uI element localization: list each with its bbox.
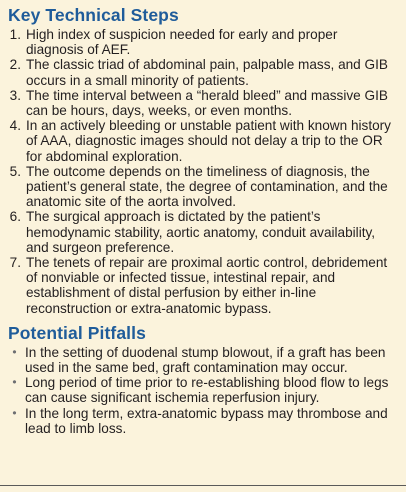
list-item-text: Long period of time prior to re-establishing blood flow to legs can cause significant ischemia reperfusion injury.: [25, 375, 389, 406]
list-number: 2.: [9, 57, 21, 73]
list-number: 6.: [9, 209, 21, 225]
bottom-divider: [0, 485, 406, 486]
list-item-text: The time interval between a “herald bleed” and massive GIB can be hours, days, weeks, or even months.: [26, 87, 388, 119]
key-step-item-4: [6, 118, 400, 164]
pitfall-item-2: [6, 375, 400, 405]
list-number: 3.: [9, 87, 21, 103]
list-item-text: The outcome depends on the timeliness of diagnosis, the patient’s general state, the degree of contamination, and the anatomic site of the aorta involved.: [26, 163, 388, 210]
list-item-text: The classic triad of abdominal pain, palpable mass, and GIB occurs in a small minority of patients.: [26, 57, 388, 88]
list-item-text: In the long term, extra-anatomic bypass may thrombose and lead to limb loss.: [25, 405, 388, 436]
pitfalls-list: [6, 345, 400, 436]
key-step-item-1: [6, 27, 400, 57]
pitfall-item-3: [6, 406, 400, 436]
bullet-icon: •: [12, 405, 17, 420]
pitfalls-heading: Potential Pitfalls: [8, 322, 146, 343]
key-step-item-3: [6, 88, 400, 118]
list-item-text: In an actively bleeding or unstable patient with known history of AAA, diagnostic images should not delay a trip to the OR for abdominal exploration.: [26, 118, 391, 164]
list-number: 4.: [9, 118, 21, 134]
key-steps-heading: Key Technical Steps: [8, 5, 179, 25]
list-number: 7.: [9, 255, 21, 271]
list-number: 1.: [9, 27, 21, 42]
list-number: 5.: [9, 163, 21, 179]
list-item-text: In the setting of duodenal stump blowout, if a graft has been used in the same bed, graft contamination may occur.: [25, 344, 386, 376]
key-steps-list: [6, 27, 400, 316]
list-item-text: High index of suspicion needed for early and proper diagnosis of AEF.: [26, 27, 338, 58]
key-step-item-5: [6, 164, 400, 210]
key-step-item-7: [6, 255, 400, 316]
list-item-text: The tenets of repair are proximal aortic control, debridement of nonviable or infected tissue, intestinal repair, and establishment of distal perfusion by either in-line reconstruction or extra-anatomic bypass.: [26, 255, 388, 316]
bullet-icon: •: [12, 344, 17, 359]
list-item-text: The surgical approach is dictated by the patient’s hemodynamic stability, aortic anatomy, conduit availability, and surgeon preference.: [26, 209, 376, 255]
bullet-icon: •: [12, 375, 17, 390]
pitfall-item-1: [6, 345, 400, 375]
key-step-item-2: [6, 57, 400, 87]
key-step-item-6: [6, 209, 400, 255]
